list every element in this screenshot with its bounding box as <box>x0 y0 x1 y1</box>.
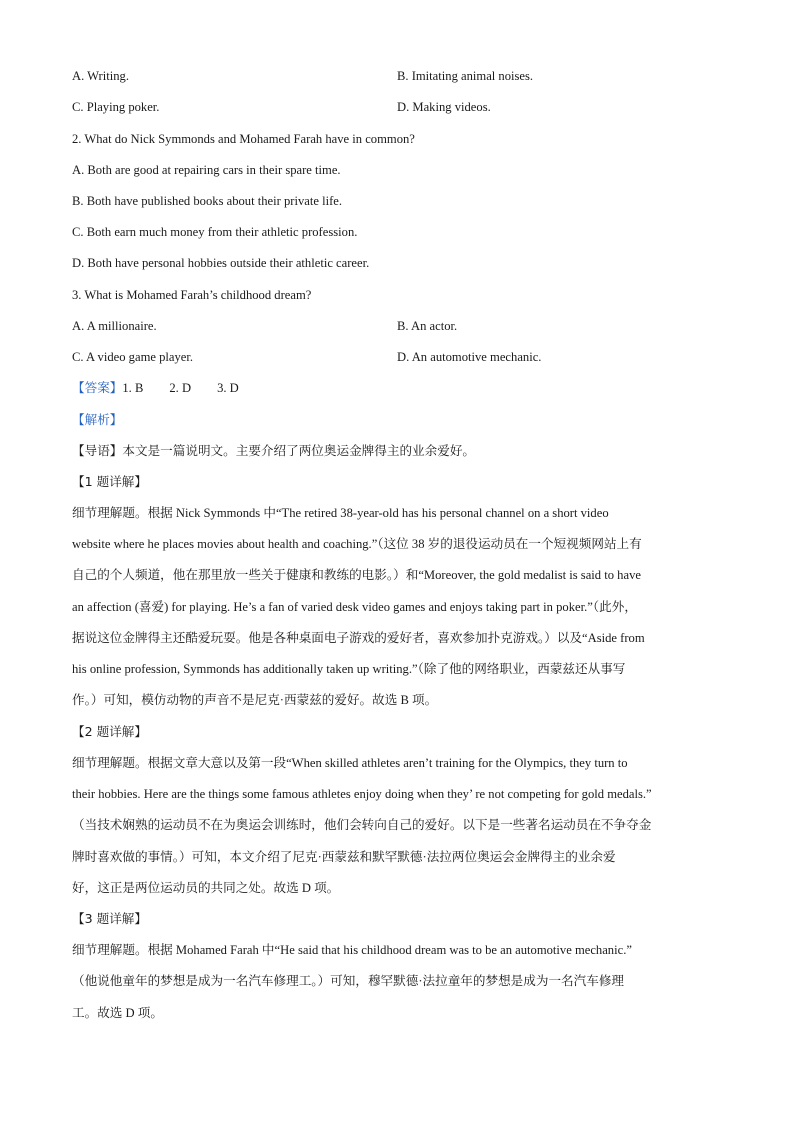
analysis-tag: 【解析】 <box>72 412 123 427</box>
answer-tag: 【答案】 <box>72 380 123 395</box>
q3-option-d: D. An automotive mechanic. <box>397 350 542 364</box>
detail1-line: 作。）可知，模仿动物的声音不是尼克·西蒙兹的爱好。故选 B 项。 <box>72 693 438 707</box>
answer-3: 3. D <box>217 381 239 395</box>
q1-option-a: A. Writing. <box>72 69 129 83</box>
detail2-line: 牌时喜欢做的事情。）可知，本文介绍了尼克·西蒙兹和默罕默德·法拉两位奥运会金牌得主的业余爱 <box>72 850 616 864</box>
q2-option-a: A. Both are good at repairing cars in their spare time. <box>72 163 341 177</box>
q2-question: 2. What do Nick Symmonds and Mohamed Farah have in common? <box>72 132 415 146</box>
detail2-heading: 【2 题详解】 <box>72 724 147 739</box>
q2-option-c: C. Both earn much money from their athletic profession. <box>72 225 358 239</box>
detail1-line: his online profession, Symmonds has additionally taken up writing.”（除了他的网络职业，西蒙兹还从事写 <box>72 662 626 676</box>
intro-tag: 【导语】 <box>72 443 123 458</box>
detail3-line: 工。故选 D 项。 <box>72 1006 163 1020</box>
detail1-line: 细节理解题。根据 Nick Symmonds 中“The retired 38-year-old has his personal channel on a short video <box>72 506 609 520</box>
detail2-line: （当技术娴熟的运动员不在为奥运会训练时，他们会转向自己的爱好。以下是一些著名运动员在不争夺金 <box>72 818 652 832</box>
detail1-line: 据说这位金牌得主还酷爱玩耍。他是各种桌面电子游戏的爱好者，喜欢参加扑克游戏。）以及“Aside from <box>72 631 645 645</box>
q3-option-a: A. A millionaire. <box>72 319 157 333</box>
detail2-line: 好，这正是两位运动员的共同之处。故选 D 项。 <box>72 881 340 895</box>
detail3-line: （他说他童年的梦想是成为一名汽车修理工。）可知，穆罕默德·法拉童年的梦想是成为一名汽车修理 <box>72 974 625 988</box>
detail3-heading: 【3 题详解】 <box>72 911 147 926</box>
intro-row <box>72 441 475 461</box>
detail3-line: 细节理解题。根据 Mohamed Farah 中“He said that his childhood dream was to be an automotive mechanic.” <box>72 943 632 957</box>
detail1-line: an affection (喜爱) for playing. He’s a fan of varied desk video games and enjoys taking part in poker.”（此外， <box>72 600 637 614</box>
q3-option-b: B. An actor. <box>397 319 458 333</box>
detail1-line: website where he places movies about health and coaching.”（这位 38 岁的退役运动员在一个短视频网站上有 <box>72 537 642 551</box>
detail1-line: 自己的个人频道，他在那里放一些关于健康和教练的电影。）和“Moreover, the gold medalist is said to have <box>72 568 641 582</box>
detail1-heading: 【1 题详解】 <box>72 474 147 489</box>
q2-option-d: D. Both have personal hobbies outside their athletic career. <box>72 256 370 270</box>
answer-1: 1. B <box>122 381 144 395</box>
q2-option-b: B. Both have published books about their private life. <box>72 194 343 208</box>
q3-option-c: C. A video game player. <box>72 350 194 364</box>
intro-text: 本文是一篇说明文。主要介绍了两位奥运金牌得主的业余爱好。 <box>122 443 475 458</box>
detail2-line: 细节理解题。根据文章大意以及第一段“When skilled athletes aren’t training for the Olympics, they turn to <box>72 756 628 770</box>
answer-row <box>72 378 239 398</box>
q1-option-b: B. Imitating animal noises. <box>397 69 534 83</box>
answer-2: 2. D <box>169 381 192 395</box>
q1-option-c: C. Playing poker. <box>72 100 160 114</box>
detail2-line: their hobbies. Here are the things some famous athletes enjoy doing when they’ re not competing for gold medals.” <box>72 787 652 801</box>
q3-question: 3. What is Mohamed Farah’s childhood dream? <box>72 288 312 302</box>
q1-option-d: D. Making videos. <box>397 100 491 114</box>
